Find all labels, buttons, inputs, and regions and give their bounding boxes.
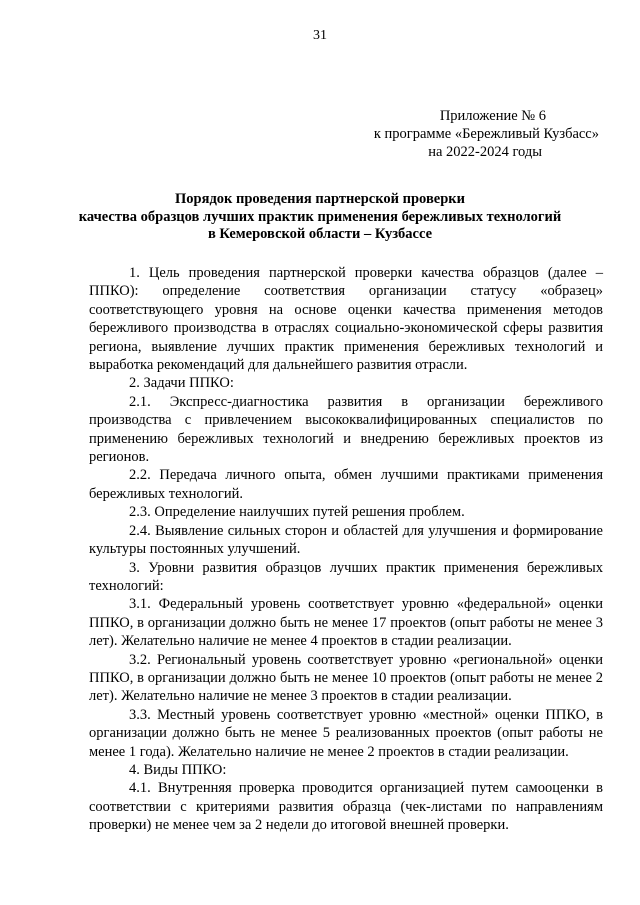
document-body xyxy=(89,264,603,835)
appendix-line-3: на 2022-2024 годы xyxy=(428,144,542,160)
paragraph: 4.1. Внутренняя проверка проводится организацией путем самооценки в соответствии с критериями развития образца (чек-листами по направлениям проверки) не менее чем за 2 недели до итоговой внешней проверки. xyxy=(89,780,603,834)
paragraph: 3. Уровни развития образцов лучших практик применения бережливых технологий: xyxy=(89,559,603,594)
appendix-header xyxy=(0,107,603,161)
appendix-line-1: Приложение № 6 xyxy=(439,108,546,124)
paragraph: 2.4. Выявление сильных сторон и областей для улучшения и формирование культуры постоянных улучшений. xyxy=(89,522,603,558)
appendix-line-2: к программе «Бережливый Кузбасс» xyxy=(373,126,599,142)
paragraph: 3.3. Местный уровень соответствует уровню «местной» оценки ППКО, в организации должно быть не менее 5 реализованных проектов (опыт работы не менее 1 года). Желательно наличие не менее 2 проектов в стадии реализации. xyxy=(89,706,603,760)
paragraph: 2.3. Определение наилучших путей решения проблем. xyxy=(129,504,465,521)
title-line-2: качества образцов лучших практик применения бережливых технологий xyxy=(78,208,562,225)
paragraph: 3.2. Региональный уровень соответствует уровню «региональной» оценки ППКО, в организации должно быть не менее 10 проектов (опыт работы не менее 2 лет). Желательно наличие не менее 3 проектов в стадии реализации. xyxy=(89,651,603,705)
paragraph: 3.1. Федеральный уровень соответствует уровню «федеральной» оценки ППКО, в организации должно быть не менее 17 проектов (опыт работы не менее 3 лет). Желательно наличие не менее 4 проектов в стадии реализации. xyxy=(89,596,603,650)
paragraph: 2.2. Передача личного опыта, обмен лучшими практиками применения бережливых технологий. xyxy=(89,467,603,502)
document-title xyxy=(0,191,640,244)
page-number: 31 xyxy=(313,28,327,43)
paragraph: 1. Цель проведения партнерской проверки качества образцов (далее – ППКО): определение соответствия организации статусу «образец» соответствующего уровня на основе оценки качества применения методов бережливого производства в отраслях социально-экономической сферы развития региона, выявление лучших практик применения бережливых технологий и выработка рекомендаций для дальнейшего развития отрасли. xyxy=(89,265,603,374)
paragraph: 4. Виды ППКО: xyxy=(129,761,227,778)
title-line-3: в Кемеровской области – Кузбассе xyxy=(207,226,433,242)
paragraph: 2. Задачи ППКО: xyxy=(129,375,234,392)
title-line-1: Порядок проведения партнерской проверки xyxy=(175,191,465,207)
paragraph: 2.1. Экспресс-диагностика развития в организации бережливого производства с привлечением высококвалифицированных специалистов по применению бережливых технологий и внедрению бережливых проектов из регионов. xyxy=(89,393,603,466)
